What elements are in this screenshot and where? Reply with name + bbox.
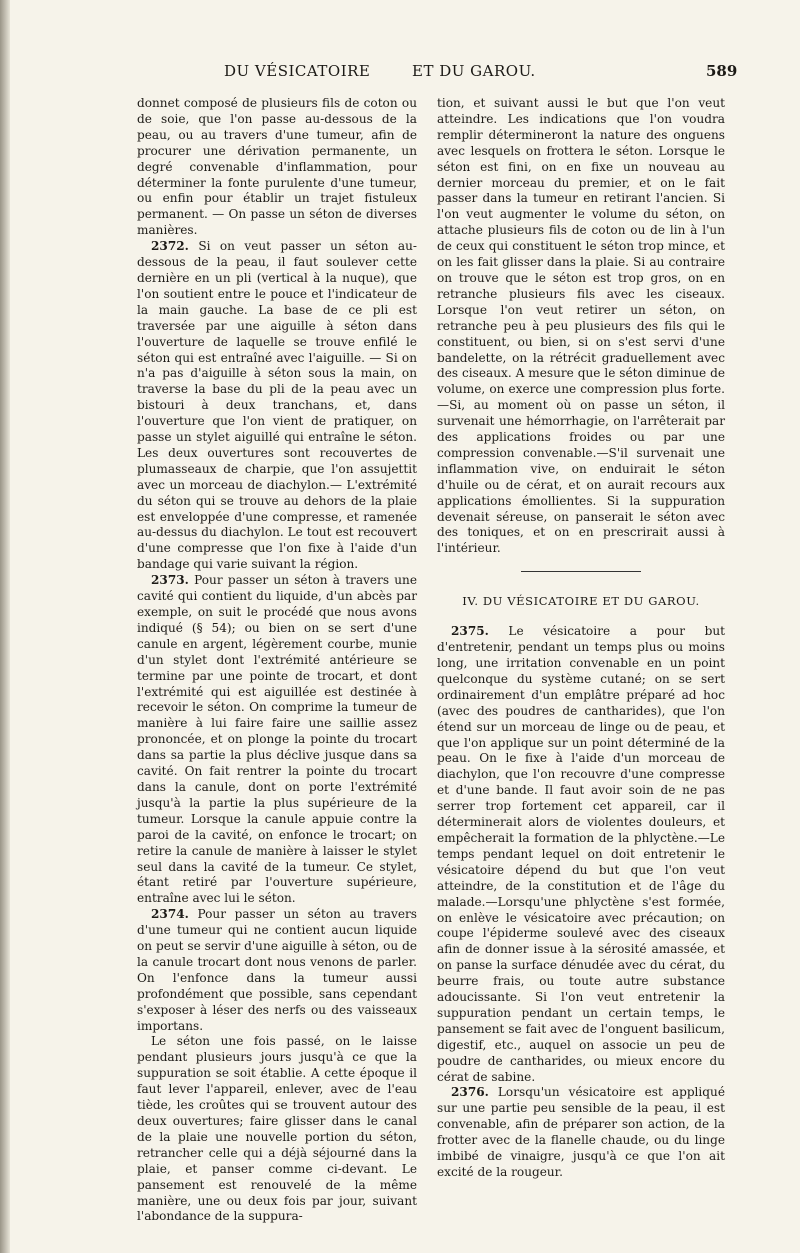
section-number: 2375. [451,624,489,639]
running-header [0,62,800,86]
binding-shadow [0,0,10,1253]
left-column [137,96,417,1225]
paragraph: donnet composé de plusieurs fils de coton ou de soie, que l'on passe au-dessous de la peau, ou au travers d'une tumeur, afin de procurer une dérivation permanente, un degré convenable d'inflammation, pour déterminer la fonte purulente d'une tumeur, ou enfin pour établir un trajet fistuleux permanent. — On passe un séton de diverses manières. [137,96,417,238]
section-number: 2374. [151,907,189,922]
paragraph: 2372. Si on veut passer un séton au-dessous de la peau, il faut soulever cette dernière en un pli (vertical à la nuque), que l'on soutient entre le pouce et l'indicateur de la main gauche. La base de ce pli est traversée par une aiguille à séton dans l'ouverture de laquelle se trouve enfilé le séton qui est entraîné avec l'aiguille. — Si on n'a pas d'aiguille à séton sous la main, on traverse la base du pli de la peau avec un bistouri à deux tranchans, et, dans l'ouverture que l'on vient de pratiquer, on passe un stylet aiguillé qui entraîne le séton. Les deux ouvertures sont recouvertes de plumasseaux de charpie, que l'on assujettit avec un morceau de diachylon.— L'extrémité du séton qui se trouve au dehors de la plaie est enveloppée d'une compresse, et ramenée au-dessus du diachylon. Le tout est recouvert d'une compresse que l'on fixe à l'aide d'un bandage qui varie suivant la région. [137,239,417,572]
right-column [437,96,725,1181]
paragraph: tion, et suivant aussi le but que l'on veut atteindre. Les indications que l'on voudra remplir détermineront la nature des onguens avec lesquels on frottera le séton. Lorsque le séton est fini, on en fixe un nouveau au dernier morceau du premier, et on le fait passer dans la tumeur en retirant l'ancien. Si l'on veut augmenter le volume du séton, on attache plusieurs fils de coton ou de lin à l'un de ceux qui constituent le séton trop mince, et on les fait glisser dans la plaie. Si au contraire on trouve que le séton est trop gros, on en retranche plusieurs fils avec les ciseaux. Lorsque l'on veut retirer un séton, on retranche peu à peu plusieurs des fils qui le constituent, ou bien, si on s'est servi d'une bandelette, on la rétrécit graduellement avec des ciseaux. A mesure que le séton diminue de volume, on exerce une compression plus forte.—Si, au moment où on passe un séton, il survenait une hémorrhagie, on l'arrêterait par des applications froides ou par une compression convenable.—S'il survenait une inflammation vive, on enduirait le séton d'huile ou de cérat, et on aurait recours aux applications émollientes. Si la suppuration devenait séreuse, on panserait le séton avec des toniques, et on en prescrirait aussi à l'intérieur. [437,96,725,556]
section-heading: IV. DU VÉSICATOIRE ET DU GAROU. [462,594,700,609]
running-title-left: DU VÉSICATOIRE [224,62,371,80]
page-number: 589 [706,62,738,80]
paragraph: Le séton une fois passé, on le laisse pendant plusieurs jours jusqu'à ce que la suppuration se soit établie. A cette époque il faut lever l'appareil, enlever, avec de l'eau tiède, les croûtes qui se trouvent autour des deux ouvertures; faire glisser dans le canal de la plaie une nouvelle portion du séton, retrancher celle qui a déjà séjourné dans la plaie, et panser comme ci-devant. Le pansement est renouvelé de la même manière, une ou deux fois par jour, suivant l'abondance de la suppura- [137,1034,417,1224]
paragraph: 2376. Lorsqu'un vésicatoire est appliqué sur une partie peu sensible de la peau, il est convenable, afin de préparer son action, de la frotter avec de la flanelle chaude, ou du linge imbibé de vinaigre, jusqu'à ce que l'on ait excité de la rougeur. [437,1085,725,1179]
paragraph: 2373. Pour passer un séton à travers une cavité qui contient du liquide, d'un abcès par exemple, on suit le procédé que nous avons indiqué (§ 54); ou bien on se sert d'une canule en argent, légèrement courbe, munie d'un stylet dont l'extrémité antérieure se termine par une pointe de trocart, et dont l'extrémité qui est aiguillée est destinée à recevoir le séton. On comprime la tumeur de manière à lui faire faire une saillie assez prononcée, et on plonge la pointe du trocart dans sa partie la plus déclive jusque dans sa cavité. On fait rentrer la pointe du trocart dans la canule, dont on porte l'extrémité jusqu'à la partie la plus supérieure de la tumeur. Lorsque la canule appuie contre la paroi de la cavité, on enfonce le trocart; on retire la canule de manière à laisser le stylet seul dans la cavité de la tumeur. Ce stylet, étant retiré par l'ouverture supérieure, entraîne avec lui le séton. [137,573,417,906]
paragraph: 2374. Pour passer un séton au travers d'une tumeur qui ne contient aucun liquide on peut se servir d'une aiguille à séton, ou de la canule trocart dont nous venons de parler. On l'enfonce dans la tumeur aussi profondément que possible, sans cependant s'exposer à léser des nerfs ou des vaisseaux importans. [137,907,417,1033]
section-number: 2372. [151,239,189,254]
section-divider [521,571,641,572]
paragraph: 2375. Le vésicatoire a pour but d'entretenir, pendant un temps plus ou moins long, une irritation convenable en un point quelconque du système cutané; on se sert ordinairement d'un emplâtre préparé ad hoc (avec des poudres de cantharides), que l'on étend sur un morceau de linge ou de peau, et que l'on applique sur un point déterminé de la peau. On le fixe à l'aide d'un morceau de diachylon, que l'on recouvre d'une compresse et d'une bande. Il faut avoir soin de ne pas serrer trop fortement cet appareil, car il déterminerait alors de violentes douleurs, et empêcherait la formation de la phlyctène.—Le temps pendant lequel on doit entretenir le vésicatoire dépend du but que l'on veut atteindre, de la constitution et de l'âge du malade.—Lorsqu'une phlyctène s'est formée, on enlève le vésicatoire avec précaution; on coupe l'épiderme soulevé avec des ciseaux afin de donner issue à la sérosité amassée, et on panse la surface dénudée avec du cérat, du beurre frais, ou toute autre substance adoucissante. Si l'on veut entretenir la suppuration pendant un certain temps, le pansement se fait avec de l'onguent basilicum, digestif, etc., auquel on associe un peu de poudre de cantharides, ou mieux encore du cérat de sabine. [437,624,725,1084]
running-title-right: ET DU GAROU. [412,62,536,80]
section-number: 2373. [151,573,189,588]
section-number: 2376. [451,1085,489,1100]
